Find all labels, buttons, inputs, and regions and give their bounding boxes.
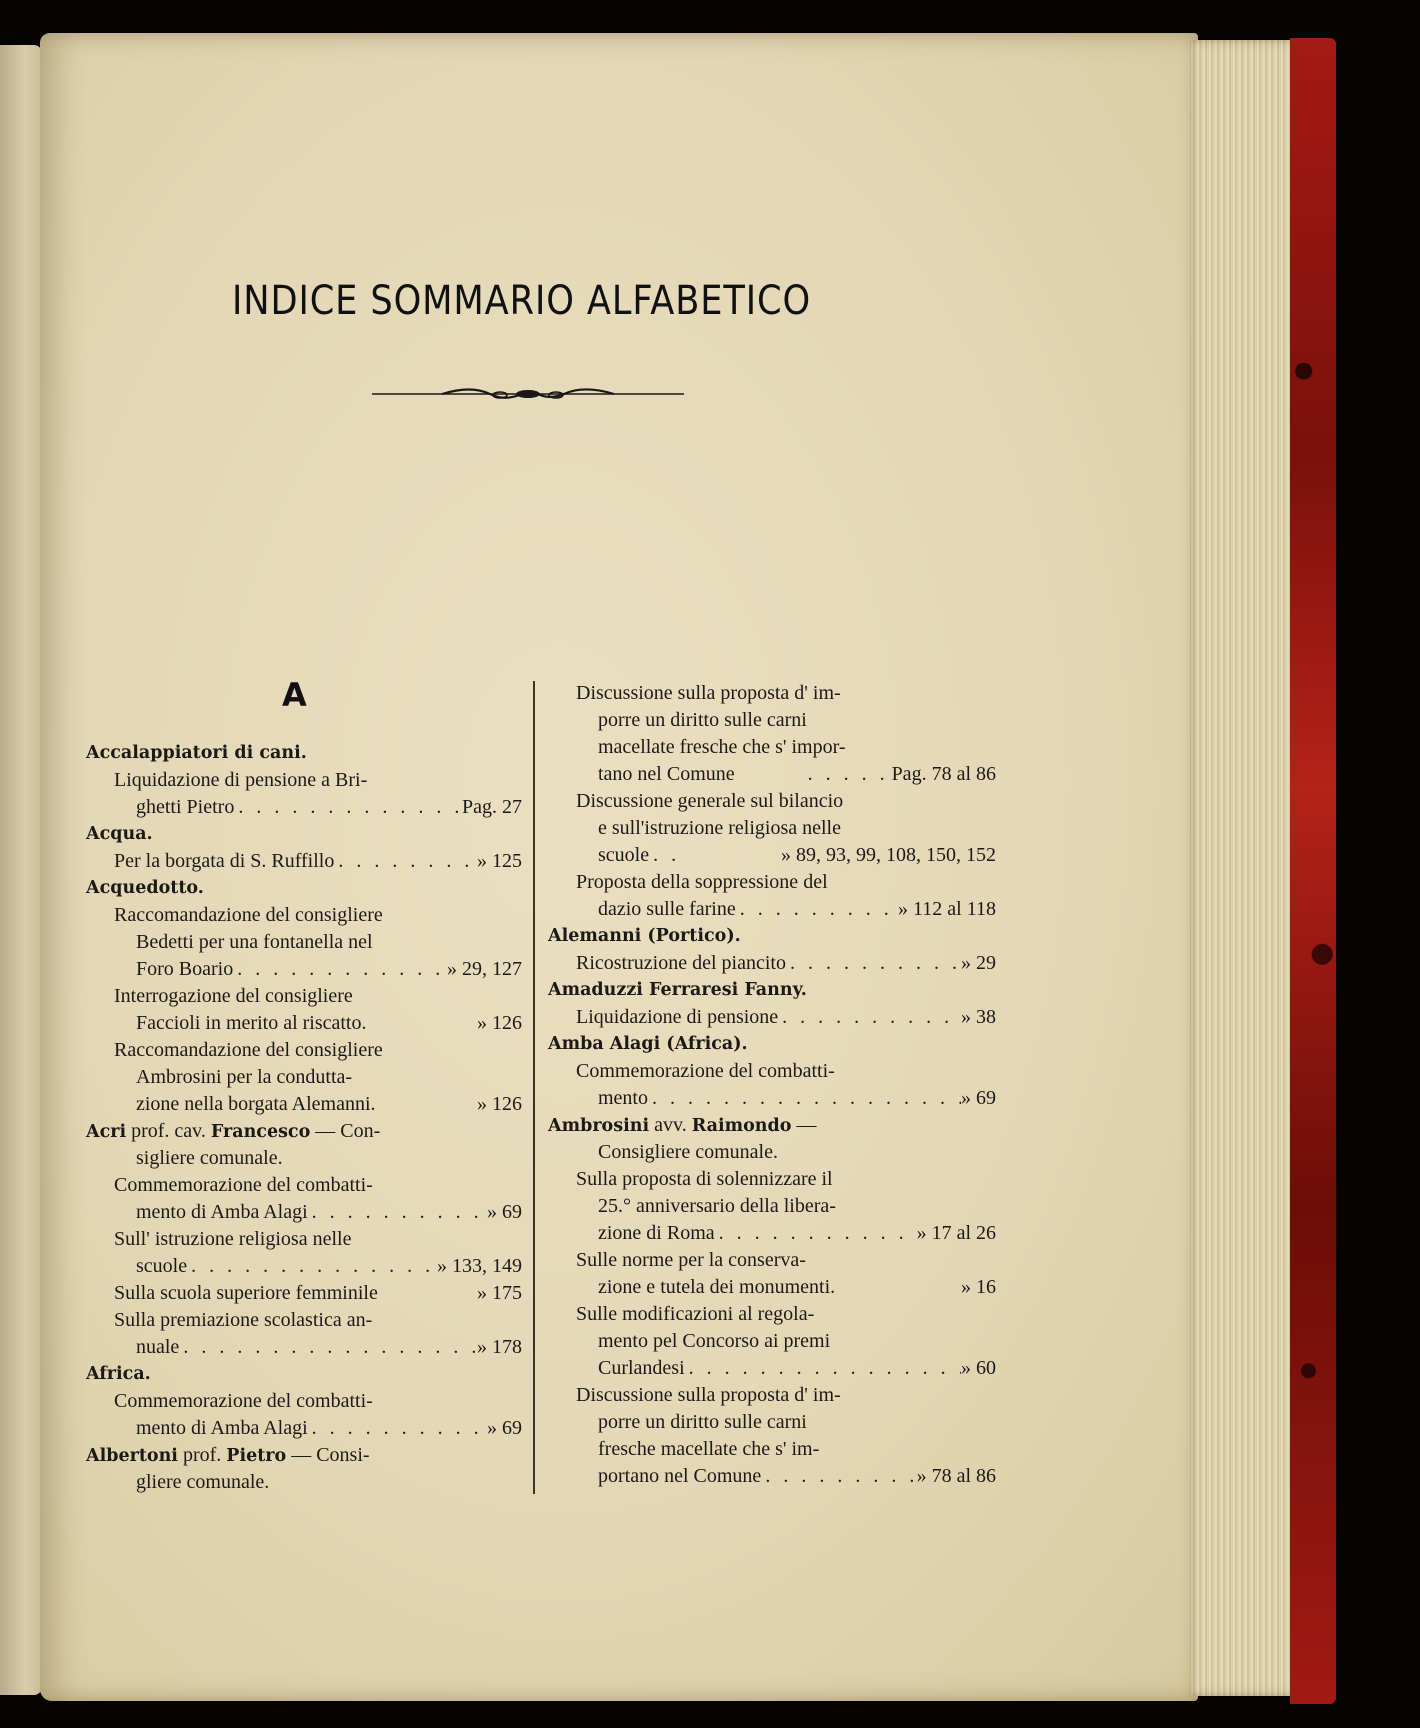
leader-dots	[736, 896, 898, 923]
index-column-left	[86, 740, 522, 1496]
page-reference: » 133, 149	[437, 1255, 522, 1277]
page-reference: » 38	[961, 1006, 996, 1028]
page-reference: » 60	[961, 1357, 996, 1379]
page-reference: » 178	[477, 1336, 522, 1358]
index-subentry-text: Consigliere comunale.	[598, 1141, 778, 1163]
index-subentry-text: scuole	[598, 844, 650, 866]
index-subentry-line	[86, 1010, 522, 1037]
index-subentry-line	[548, 761, 996, 788]
index-subentry-text: Sulle modificazioni al regola-	[576, 1303, 815, 1325]
index-subentry-text: nuale	[136, 1336, 180, 1358]
index-subentry-text: 25.° anniversario della libera-	[598, 1195, 836, 1217]
leader-dots	[233, 956, 447, 983]
index-subentry-text: Foro Boario	[136, 958, 234, 980]
index-subentry-line	[86, 956, 522, 983]
index-subentry-text: Curlandesi	[598, 1357, 685, 1379]
index-subentry-text: dazio sulle farine	[598, 898, 736, 920]
index-subentry-line	[86, 1334, 522, 1361]
index-entry-heading: Acquedotto.	[86, 878, 204, 898]
leader-dots	[761, 1463, 916, 1490]
index-entry-heading: Acqua.	[86, 824, 153, 844]
index-subentry-text: Sulle norme per la conserva-	[576, 1249, 806, 1271]
index-subentry-text: tano nel Comune	[598, 763, 735, 785]
index-subentry-line	[86, 1199, 522, 1226]
index-entry-heading: Amaduzzi Ferraresi Fanny.	[548, 980, 807, 1000]
page-reference: » 78 al 86	[916, 1465, 996, 1487]
index-subentry-line	[86, 1091, 522, 1118]
index-entry-heading: Albertoni prof. Pietro — Consi-	[86, 1444, 370, 1466]
index-subentry-line	[548, 1085, 996, 1112]
index-column-right	[548, 680, 996, 1490]
leader-dots	[648, 1085, 961, 1112]
index-subentry-line	[86, 1253, 522, 1280]
page-reference: » 126	[477, 1012, 522, 1034]
leader-dots	[649, 842, 683, 869]
index-subentry-text: scuole	[136, 1255, 188, 1277]
index-subentry-text: mento di Amba Alagi	[136, 1417, 308, 1439]
page-reference: » 125	[477, 850, 522, 872]
index-subentry-text: zione nella borgata Alemanni.	[136, 1093, 376, 1115]
index-subentry-line	[548, 842, 996, 869]
page-reference: » 69	[961, 1087, 996, 1109]
index-subentry-text: Proposta della soppressione del	[576, 871, 828, 893]
page-edges	[1190, 40, 1305, 1696]
leader-dots	[786, 950, 961, 977]
index-subentry-text: Ambrosini per la condutta-	[136, 1066, 353, 1088]
index-subentry-text: zione e tutela dei monumenti.	[598, 1276, 836, 1298]
index-subentry-text: Raccomandazione del consigliere	[114, 904, 383, 926]
page-reference: » 17 al 26	[916, 1222, 996, 1244]
index-subentry-text: mento pel Concorso ai premi	[598, 1330, 831, 1352]
index-subentry-text: Interrogazione del consigliere	[114, 985, 353, 1007]
index-subentry-line	[548, 1463, 996, 1490]
page-title: INDICE SOMMARIO ALFABETICO	[232, 278, 812, 324]
index-subentry-line	[548, 950, 996, 977]
index-subentry-text: mento	[598, 1087, 648, 1109]
index-subentry-line	[548, 896, 996, 923]
index-subentry-text: Faccioli in merito al riscatto.	[136, 1012, 367, 1034]
page-reference: » 29, 127	[447, 958, 522, 980]
page-reference: » 29	[961, 952, 996, 974]
leader-dots	[685, 1355, 961, 1382]
page-reference: » 175	[477, 1282, 522, 1304]
leader-dots	[308, 1415, 487, 1442]
index-subentry-text: fresche macellate che s' im-	[598, 1438, 820, 1460]
index-subentry-text: macellate fresche che s' impor-	[598, 736, 846, 758]
leader-dots	[187, 1253, 437, 1280]
page-reference: Pag. 27	[462, 796, 522, 818]
page-reference: » 126	[477, 1093, 522, 1115]
index-subentry-text: Commemorazione del combatti-	[114, 1390, 373, 1412]
page-reference: » 69	[487, 1201, 522, 1223]
index-subentry-text: Bedetti per una fontanella nel	[136, 931, 373, 953]
index-subentry-text: Liquidazione di pensione	[576, 1006, 779, 1028]
index-subentry-text: Discussione generale sul bilancio	[576, 790, 844, 812]
leader-dots	[804, 761, 892, 788]
index-subentry-text: Ricostruzione del piancito	[576, 952, 786, 974]
index-subentry-text: zione di Roma	[598, 1222, 715, 1244]
index-entry-heading: Accalappiatori di cani.	[86, 743, 307, 763]
index-subentry-text: Discussione sulla proposta d' im-	[576, 682, 841, 704]
page-reference: » 89, 93, 99, 108, 150, 152	[781, 844, 996, 866]
previous-page-edge	[0, 45, 42, 1695]
leader-dots	[308, 1199, 487, 1226]
index-entry-heading: Alemanni (Portico).	[548, 926, 741, 946]
column-divider	[533, 681, 535, 1494]
ornament-divider	[372, 382, 684, 406]
index-subentry-text: Raccomandazione del consigliere	[114, 1039, 383, 1061]
index-subentry-text: portano nel Comune	[598, 1465, 762, 1487]
leader-dots	[179, 1334, 477, 1361]
index-subentry-text: porre un diritto sulle carni	[598, 709, 807, 731]
index-subentry-text: Sulla scuola superiore femminile	[114, 1282, 378, 1304]
index-subentry-text: e sull'istruzione religiosa nelle	[598, 817, 841, 839]
leader-dots	[334, 848, 477, 875]
index-subentry-text: porre un diritto sulle carni	[598, 1411, 807, 1433]
index-entry-heading: Ambrosini avv. Raimondo —	[548, 1114, 817, 1136]
index-subentry-text: Sull' istruzione religiosa nelle	[114, 1228, 352, 1250]
index-subentry-text: Per la borgata di S. Ruffillo	[114, 850, 335, 872]
index-subentry-text: ghetti Pietro	[136, 796, 235, 818]
index-subentry-text: Commemorazione del combatti-	[576, 1060, 835, 1082]
index-subentry-line	[86, 1280, 522, 1307]
marbled-cover	[1290, 38, 1336, 1704]
index-entry-heading: Amba Alagi (Africa).	[548, 1034, 748, 1054]
index-subentry-line	[548, 1355, 996, 1382]
index-subentry-text: mento di Amba Alagi	[136, 1201, 308, 1223]
page-reference: » 69	[487, 1417, 522, 1439]
leader-dots	[778, 1004, 961, 1031]
index-entry-heading: Africa.	[86, 1364, 151, 1384]
index-subentry-text: Discussione sulla proposta d' im-	[576, 1384, 841, 1406]
index-subentry-text: Sulla premiazione scolastica an-	[114, 1309, 373, 1331]
leader-dots	[715, 1220, 917, 1247]
index-subentry-line	[86, 848, 522, 875]
section-letter: A	[282, 676, 307, 714]
index-subentry-line	[548, 1220, 996, 1247]
index-subentry-line	[548, 1274, 996, 1301]
index-entry-heading: Acri prof. cav. Francesco — Con-	[86, 1120, 381, 1142]
leader-dots	[234, 794, 462, 821]
index-subentry-text: gliere comunale.	[136, 1471, 270, 1493]
index-subentry-text: sigliere comunale.	[136, 1147, 283, 1169]
index-subentry-text: Sulla proposta di solennizzare il	[576, 1168, 833, 1190]
index-subentry-text: Liquidazione di pensione a Bri-	[114, 769, 368, 791]
index-subentry-line	[86, 1415, 522, 1442]
index-subentry-line	[548, 1004, 996, 1031]
index-subentry-line	[86, 794, 522, 821]
index-subentry-text: Commemorazione del combatti-	[114, 1174, 373, 1196]
page-reference: » 112 al 118	[898, 898, 996, 920]
page-reference: Pag. 78 al 86	[891, 763, 996, 785]
page-reference: » 16	[961, 1276, 996, 1298]
